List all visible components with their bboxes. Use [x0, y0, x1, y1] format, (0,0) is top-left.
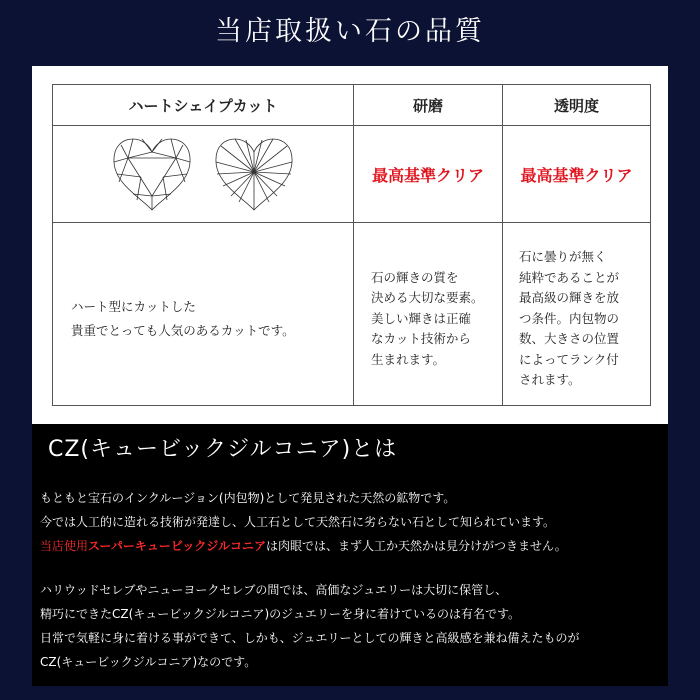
heart-pavilion-view-icon: [213, 136, 295, 212]
cz-body-line: もともと宝石のインクルージョン(内包物)として発見された天然の鉱物です。: [40, 491, 456, 505]
heart-diagram-cell: [53, 126, 354, 223]
table-header-row: [53, 85, 651, 126]
clarity-rating: 最高基準クリア: [520, 165, 633, 185]
heart-crown-view-icon: [111, 136, 193, 212]
polish-rating: 最高基準クリア: [371, 165, 484, 185]
clarity-description-line: されます。: [519, 372, 581, 388]
polish-description-line: 美しい輝きは正確: [371, 310, 472, 326]
cut-description-line: ハート型にカットした: [71, 299, 196, 314]
cz-suffix-text: は肉眼では、まず人工か天然かは見分けがつきません。: [266, 539, 567, 553]
clarity-description-line: 純粋であることが: [519, 269, 620, 285]
clarity-description-line: つ条件。内包物の: [519, 310, 620, 326]
polish-description-line: なカット技術から: [371, 331, 471, 347]
polish-description-line: 生まれます。: [371, 351, 446, 367]
cz-body-text: [40, 486, 666, 674]
cz-body-line: 今では人工的に造れる技術が発達し、人工石として天然石に劣らない石として知られています。: [40, 515, 556, 529]
page-title: 当店取扱い石の品質: [215, 16, 485, 47]
cz-info-panel: [32, 424, 668, 686]
polish-description-line: 決める大切な要素。: [371, 290, 484, 306]
header-cut: ハートシェイプカット: [53, 85, 354, 126]
cz-body-line: 精巧にできたCZ(キュービックジルコニア)のジュエリーを身に着けているのは有名です。: [40, 607, 520, 621]
header-clarity: 透明度: [503, 85, 651, 126]
super-cz-highlight: スーパーキュービックジルコニア: [88, 539, 267, 553]
polish-description-line: 石の輝きの質を: [371, 269, 459, 285]
polish-description-cell: [354, 223, 503, 406]
cz-section-title: CZ(キュービックジルコニア)とは: [48, 437, 398, 462]
quality-table: [52, 84, 651, 406]
header-polish: 研磨: [354, 85, 503, 126]
clarity-description-line: 最高級の輝きを放: [519, 290, 620, 306]
table-description-row: [53, 223, 651, 406]
clarity-description-line: によってランク付: [519, 351, 619, 367]
cz-body-line: 日常で気軽に身に着ける事ができて、しかも、ジュエリーとしての輝きと高級感を兼ね備えたものが: [40, 631, 580, 645]
cz-body-line: CZ(キュービックジルコニア)なのです。: [40, 655, 257, 669]
cz-body-line: ハリウッドセレブやニューヨークセレブの間では、高価なジュエリーは大切に保管し、: [40, 583, 508, 597]
clarity-description-line: 数、大きさの位置: [519, 331, 620, 347]
cut-description-cell: [53, 223, 354, 406]
cut-description-line: 貴重でとっても人気のあるカットです。: [71, 323, 295, 338]
polish-rating-cell: [354, 126, 503, 223]
clarity-description-cell: [503, 223, 651, 406]
quality-table-panel: [32, 66, 668, 424]
cz-body-line-highlight: [40, 534, 666, 558]
table-rating-row: [53, 126, 651, 223]
clarity-description-line: 石に曇りが無く: [519, 249, 607, 265]
cz-prefix-text: 当店使用: [40, 539, 89, 553]
clarity-rating-cell: [503, 126, 651, 223]
